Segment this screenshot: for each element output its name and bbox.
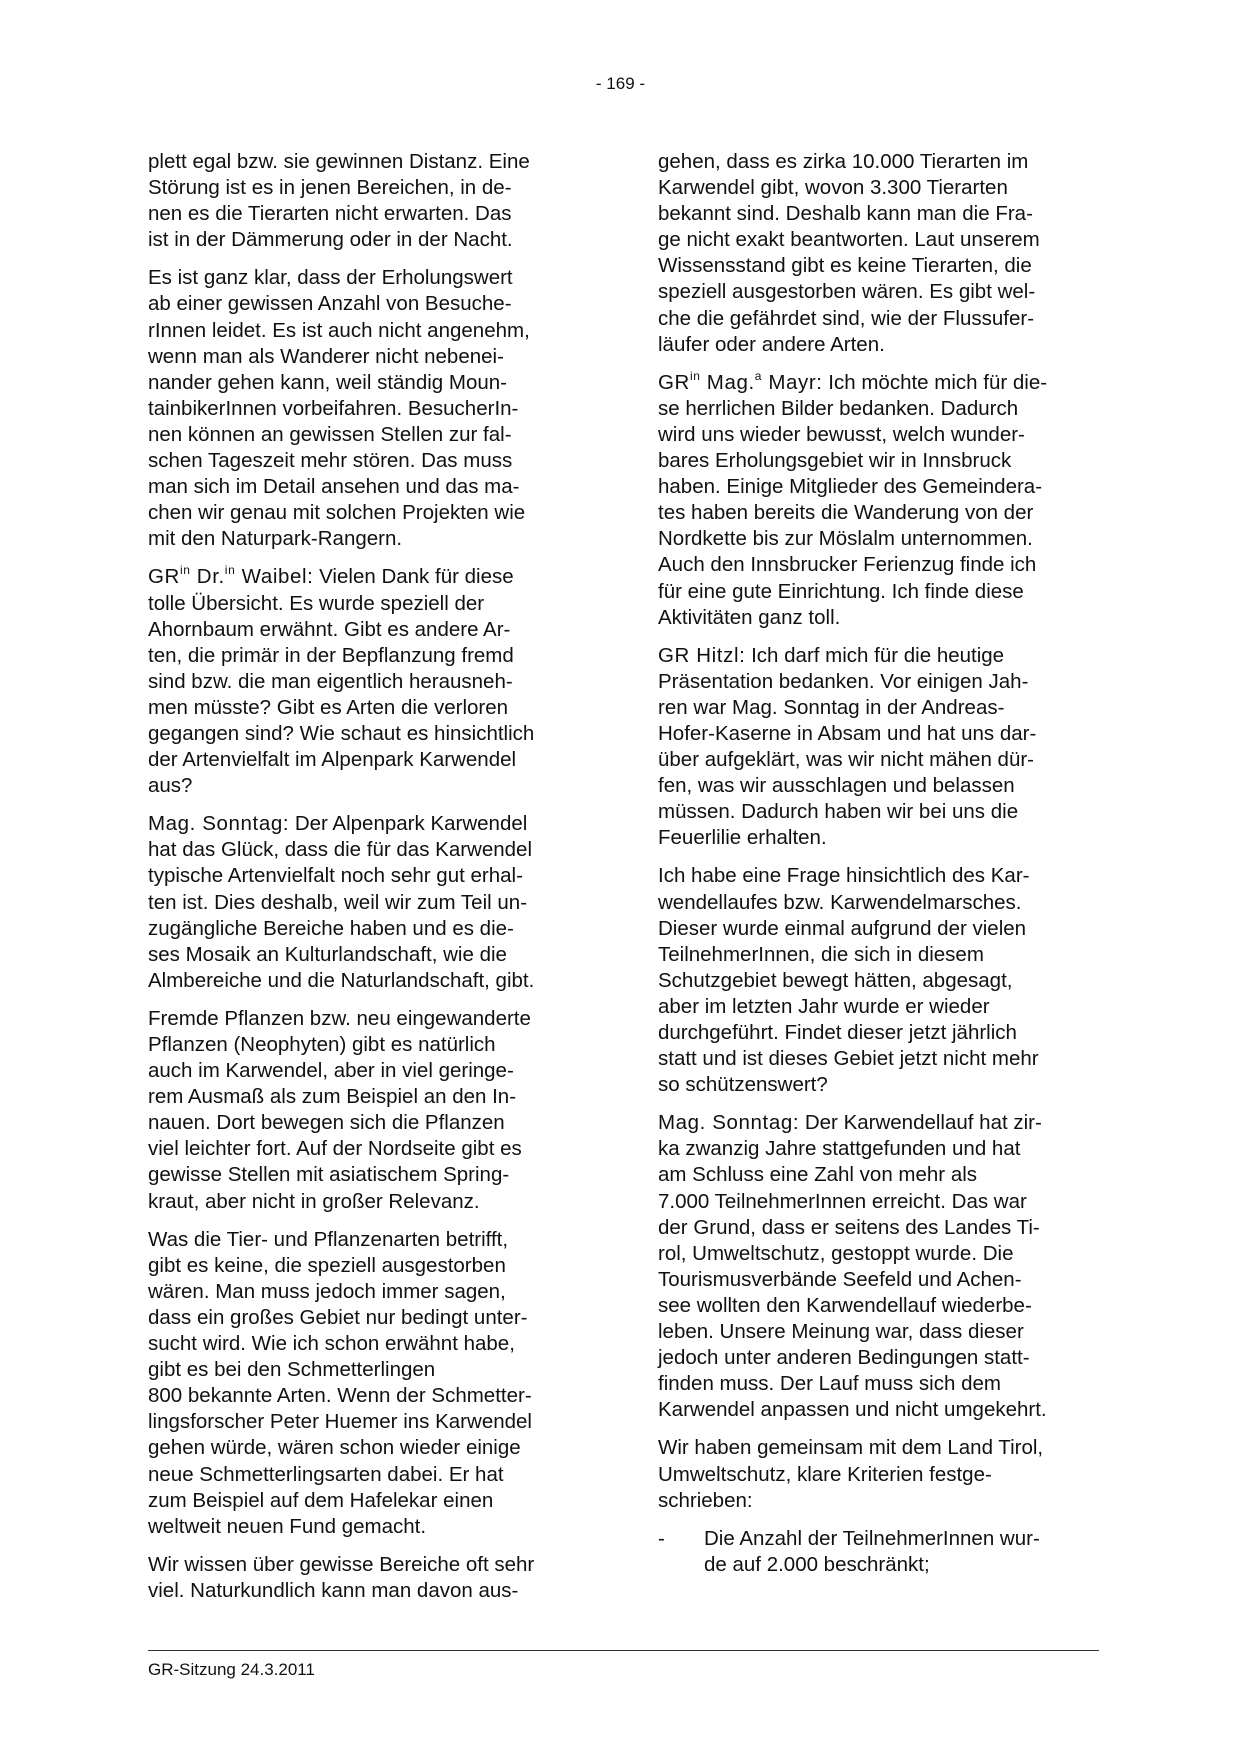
paragraph: GR Hitzl: Ich darf mich für die heutige Präsentation bedanken. Vor einigen Jah- ren war Mag. Sonntag in der Andreas- Hofer-Kaserne in Absam und hat uns dar- über aufgeklärt, was wir nicht mähen dür- fen, was wir ausschlagen und belassen müssen. Dadurch haben wir bei uns die Feuerlilie erhalten. [658,643,1037,850]
footer-divider [148,1650,1099,1651]
list-item [658,1526,1098,1578]
paragraph: plett egal bzw. sie gewinnen Distanz. Eine Störung ist es in jenen Bereichen, in de- nen es die Tierarten nicht erwarten. Das ist in der Dämmerung oder in der Nacht. [148,150,530,252]
speaker-label: $GR^{in}$ Dr.$^{in}$ Waibel: [148,563,314,589]
paragraph: Ich habe eine Frage hinsichtlich des Kar- wendellaufes bzw. Karwendelmarsches. Dieser wurde einmal aufgrund der vielen TeilnehmerInnen, die sich in diesem Schutzgebiet bewegt hätten, abgesagt, aber im letzten Jahr wurde er wieder durchgeführt. Findet dieser jetzt jährlich statt und ist dieses Gebiet jetzt nicht mehr so schützenswert? [658,864,1039,1097]
paragraph: Was die Tier- und Pflanzenarten betrifft, gibt es keine, die speziell ausgestorben wären. Man muss jedoch immer sagen, dass ein großes Gebiet nur bedingt unter- sucht wird. Wie ich schon erwähnt habe, gibt es bei den Schmetterlingen 800 bekannte Arten. Wenn der Schmetter- lingsforscher Peter Huemer ins Karwendel gehen würde, wären schon wieder einige neue Schmetterlingsarten dabei. Er hat zum Beispiel auf dem Hafelekar einen weltweit neuen Fund gemacht. [148,1227,532,1538]
paragraph: $GR^{in}$ Mag.$^a$ Mayr: Ich möchte mich für die- se herrlichen Bilder bedanken. Dadurch wird uns wieder bewusst, welch wunder- bares Erholungsgebiet wir in Innsbruck haben. Einige Mitglieder des Gemeindera- tes haben bereits die Wanderung von der Nordkette bis zur Möslalm unternommen. Auch den Innsbrucker Ferienzug finde ich für eine gute Einrichtung. Ich finde diese Aktivitäten ganz toll. [658,368,1048,629]
bullet-dash: - [658,1526,665,1550]
right-column [658,149,1098,1578]
speaker-label: Mag. Sonntag: [148,812,290,836]
paragraph: Wir haben gemeinsam mit dem Land Tirol, Umweltschutz, klare Kriterien festge- schrieben: [658,1436,1044,1512]
paragraph: Fremde Pflanzen bzw. neu eingewanderte Pflanzen (Neophyten) gibt es natürlich auch im Karwendel, aber in viel geringe- rem Ausmaß als zum Beispiel an den In- nauen. Dort bewegen sich die Pflanzen viel leichter fort. Auf der Nordseite gibt es gewisse Stellen mit asiatischem Spring- kraut, aber nicht in großer Relevanz. [148,1006,531,1213]
speaker-label: Mag. Sonntag: [658,1111,800,1135]
paragraph: $GR^{in}$ Dr.$^{in}$ Waibel: Vielen Dank für diese tolle Übersicht. Es wurde speziell der Ahornbaum erwähnt. Gibt es andere Ar- ten, die primär in der Bepflanzung fremd sind bzw. die man eigentlich herausneh- men müsste? Gibt es Arten die verloren gegangen sind? Wie schaut es hinsichtlich der Artenvielfalt im Alpenpark Karwendel aus? [148,563,535,798]
footer-text: GR-Sitzung 24.3.2011 [148,1660,315,1679]
page-number: - 169 - [595,74,646,93]
speaker-label: GR Hitzl: [658,643,746,667]
left-column [148,149,588,1616]
paragraph: Mag. Sonntag: Der Karwendellauf hat zir- ka zwanzig Jahre stattgefunden und hat am Schluss eine Zahl von mehr als 7.000 TeilnehmerInnen erreicht. Das war der Grund, dass er seitens des Landes Ti- rol, Umweltschutz, gestoppt wurde. Die Tourismusverbände Seefeld und Achen- see wollten den Karwendellauf wiederbe- leben. Unsere Meinung war, dass dieser jedoch unter anderen Bedingungen statt- finden muss. Der Lauf muss sich dem Karwendel anpassen und nicht umgekehrt. [658,1111,1047,1422]
paragraph: gehen, dass es zirka 10.000 Tierarten im Karwendel gibt, wovon 3.300 Tierarten bekannt sind. Deshalb kann man die Fra- ge nicht exakt beantworten. Laut unserem Wissensstand gibt es keine Tierarten, die speziell ausgestorben wären. Es gibt wel- che die gefährdet sind, wie der Flussufer- läufer oder andere Arten. [658,150,1040,356]
paragraph: Es ist ganz klar, dass der Erholungswert ab einer gewissen Anzahl von Besuche- rInnen leidet. Es ist auch nicht angenehm, wenn man als Wanderer nicht nebenei- nander gehen kann, weil ständig Moun- tainbikerInnen vorbeifahren. BesucherIn- nen können an gewissen Stellen zur fal- schen Tageszeit mehr stören. Das muss man sich im Detail ansehen und das ma- chen wir genau mit solchen Projekten wie mit den Naturpark-Rangern. [148,266,530,551]
list-item-text: Die Anzahl der TeilnehmerInnen wur- de auf 2.000 beschränkt; [704,1526,1040,1576]
paragraph: Mag. Sonntag: Der Alpenpark Karwendel hat das Glück, dass die für das Karwendel typische Artenvielfalt noch sehr gut erhal- ten ist. Dies deshalb, weil wir zum Teil un- zugängliche Bereiche haben und es die- ses Mosaik an Kulturlandschaft, wie die Almbereiche und die Naturlandschaft, gibt. [148,812,535,992]
paragraph: Wir wissen über gewisse Bereiche oft sehr viel. Naturkundlich kann man davon aus- [148,1552,535,1602]
speaker-label: $GR^{in}$ Mag.$^a$ Mayr: [658,368,823,394]
